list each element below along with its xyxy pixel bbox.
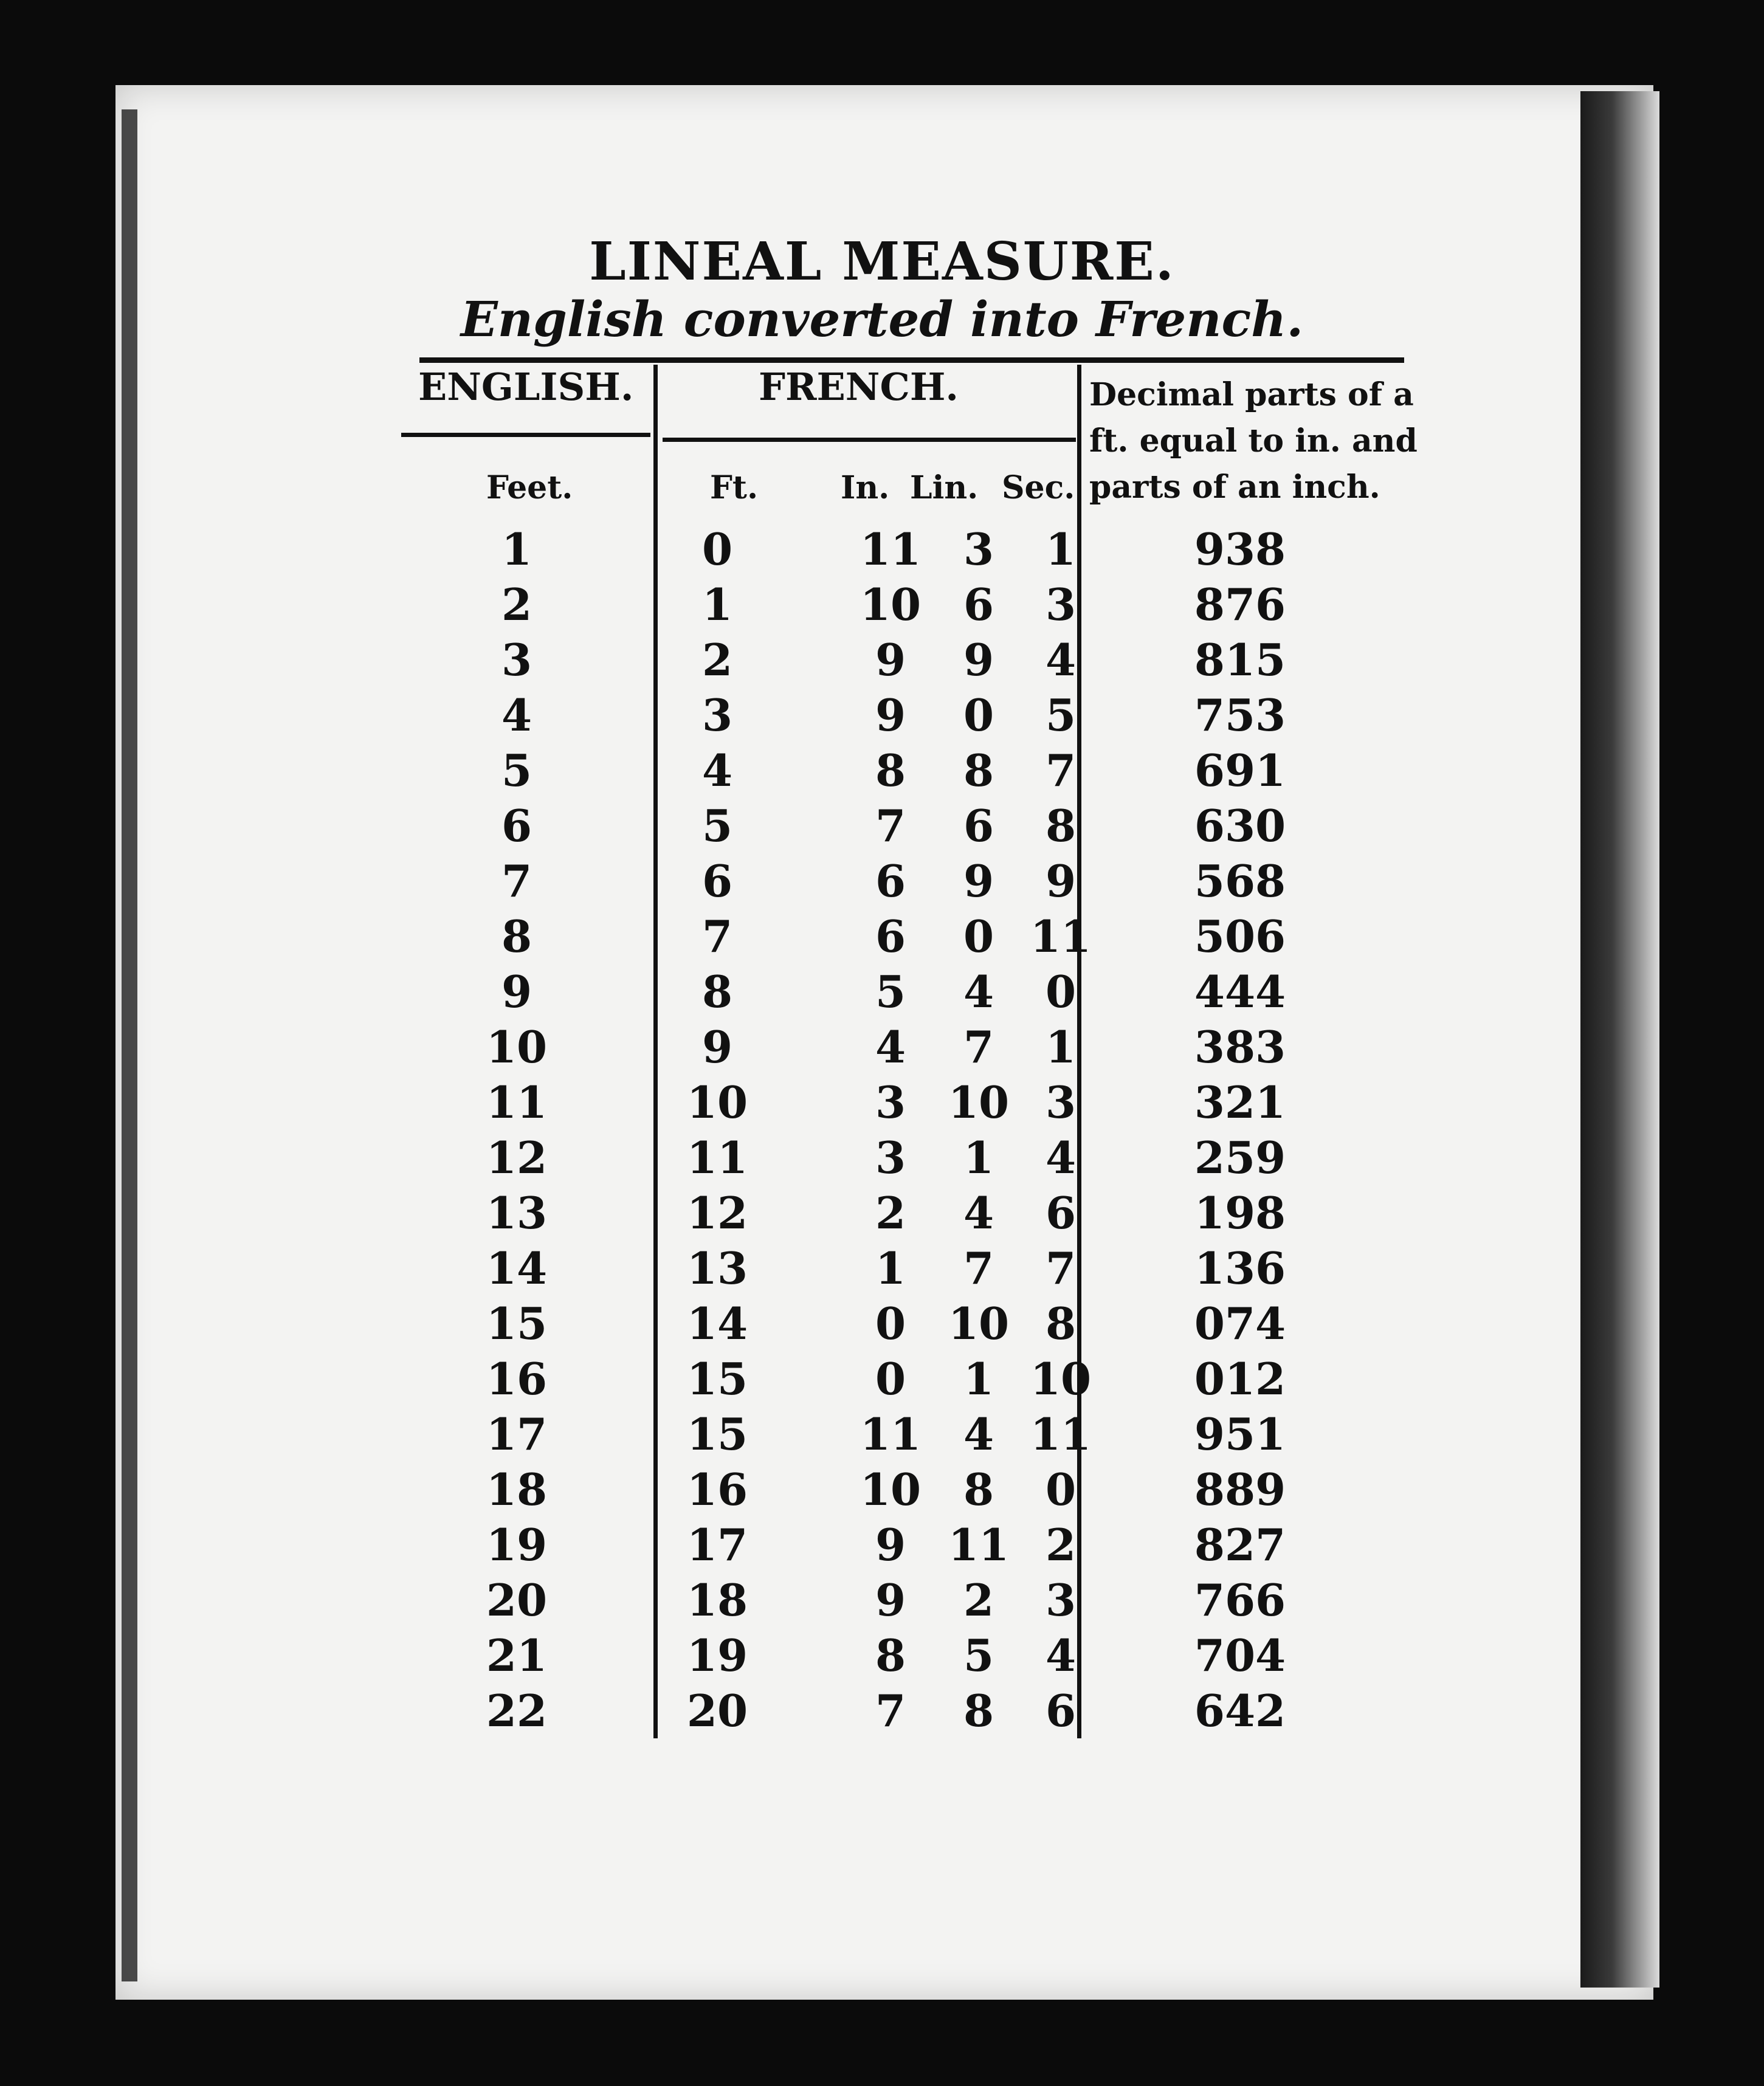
- french-ft-cell: 5: [701, 800, 733, 852]
- french-ft-cell: 15: [686, 1353, 748, 1405]
- french-ft-cell: 2: [701, 634, 733, 686]
- english-feet-cell: 14: [486, 1242, 548, 1294]
- french-group-header: FRENCH.: [759, 365, 959, 409]
- table-row: [0, 1628, 1764, 1683]
- english-group-header: ENGLISH.: [418, 365, 634, 409]
- french-in-cell: 0: [875, 1298, 906, 1349]
- french-sec-cell: 9: [1045, 855, 1077, 907]
- french-ft-cell: 11: [686, 1132, 748, 1183]
- english-feet-cell: 11: [486, 1076, 548, 1128]
- table-row: [0, 1517, 1764, 1572]
- decimal-parts-cell: 827: [1194, 1519, 1286, 1571]
- english-feet-cell: 21: [486, 1630, 548, 1681]
- french-in-cell: 6: [875, 855, 906, 907]
- french-ft-cell: 18: [686, 1574, 748, 1626]
- table-row: [0, 743, 1764, 798]
- french-lin-cell: 7: [963, 1021, 994, 1073]
- french-ft-cell: 12: [686, 1187, 748, 1239]
- table-row: [0, 1351, 1764, 1406]
- french-ft-cell: 20: [686, 1685, 748, 1737]
- table-row: [0, 1462, 1764, 1517]
- french-sec-cell: 3: [1045, 579, 1077, 630]
- table-row: [0, 798, 1764, 853]
- french-sec-cell: 1: [1045, 523, 1077, 575]
- french-sec-cell: 6: [1045, 1187, 1077, 1239]
- french-sec-cell: 0: [1045, 1464, 1077, 1515]
- french-in-cell: 3: [875, 1076, 906, 1128]
- decimal-parts-cell: 766: [1194, 1574, 1286, 1626]
- english-feet-cell: 15: [486, 1298, 548, 1349]
- table-row: [0, 1406, 1764, 1462]
- decimal-header-line: Decimal parts of a: [1089, 376, 1414, 413]
- french-sec-cell: 4: [1045, 1132, 1077, 1183]
- english-feet-cell: 19: [486, 1519, 548, 1571]
- decimal-parts-cell: 889: [1194, 1464, 1286, 1515]
- table-top-rule: [419, 357, 1404, 363]
- decimal-parts-cell: 704: [1194, 1630, 1286, 1681]
- english-feet-cell: 3: [501, 634, 532, 686]
- french-in-cell: 9: [875, 1519, 906, 1571]
- french-lin-cell: 0: [963, 910, 994, 962]
- decimal-parts-cell: 321: [1194, 1076, 1286, 1128]
- french-lin-cell: 6: [963, 579, 994, 630]
- french-ft-cell: 7: [701, 910, 733, 962]
- french-lin-cell: 10: [948, 1298, 1010, 1349]
- decimal-header-line: ft. equal to in. and: [1089, 422, 1418, 460]
- french-lin-cell: 3: [963, 523, 994, 575]
- feet-column-header: Feet.: [486, 469, 573, 506]
- french-lin-cell: 9: [963, 634, 994, 686]
- table-row: [0, 687, 1764, 743]
- french-in-cell: 4: [875, 1021, 906, 1073]
- table-row: [0, 1572, 1764, 1628]
- french-ft-cell: 4: [701, 745, 733, 796]
- french-in-cell: 1: [875, 1242, 906, 1294]
- table-row: [0, 909, 1764, 964]
- french-lin-cell: 6: [963, 800, 994, 852]
- decimal-parts-cell: 259: [1194, 1132, 1286, 1183]
- sec-column-header: Sec.: [1002, 469, 1075, 506]
- english-feet-cell: 18: [486, 1464, 548, 1515]
- english-feet-cell: 4: [501, 689, 532, 741]
- french-sec-cell: 6: [1045, 1685, 1077, 1737]
- french-ft-cell: 15: [686, 1408, 748, 1460]
- table-row: [0, 1241, 1764, 1296]
- decimal-parts-cell: 753: [1194, 689, 1286, 741]
- french-lin-cell: 1: [963, 1132, 994, 1183]
- english-feet-cell: 20: [486, 1574, 548, 1626]
- french-ft-cell: 1: [701, 579, 733, 630]
- french-sec-cell: 11: [1030, 910, 1092, 962]
- table-row: [0, 1019, 1764, 1075]
- french-ft-cell: 17: [686, 1519, 748, 1571]
- french-lin-cell: 8: [963, 1685, 994, 1737]
- french-lin-cell: 0: [963, 689, 994, 741]
- decimal-column-header: [1089, 372, 1430, 511]
- french-sec-cell: 0: [1045, 966, 1077, 1017]
- french-ft-cell: 14: [686, 1298, 748, 1349]
- table-row: [0, 1130, 1764, 1185]
- decimal-parts-cell: 951: [1194, 1408, 1286, 1460]
- english-feet-cell: 12: [486, 1132, 548, 1183]
- french-sec-cell: 3: [1045, 1574, 1077, 1626]
- decimal-parts-cell: 876: [1194, 579, 1286, 630]
- decimal-parts-cell: 383: [1194, 1021, 1286, 1073]
- page-subtitle: English converted into French.: [460, 291, 1304, 348]
- french-ft-cell: 8: [701, 966, 733, 1017]
- decimal-parts-cell: 815: [1194, 634, 1286, 686]
- french-lin-cell: 9: [963, 855, 994, 907]
- table-row: [0, 632, 1764, 687]
- english-feet-cell: 6: [501, 800, 532, 852]
- table-row: [0, 1296, 1764, 1351]
- french-sec-cell: 7: [1045, 1242, 1077, 1294]
- decimal-parts-cell: 642: [1194, 1685, 1286, 1737]
- french-lin-cell: 4: [963, 1187, 994, 1239]
- english-feet-cell: 7: [501, 855, 532, 907]
- table-row: [0, 1185, 1764, 1241]
- french-lin-cell: 11: [948, 1519, 1010, 1571]
- french-sec-cell: 3: [1045, 1076, 1077, 1128]
- decimal-parts-cell: 630: [1194, 800, 1286, 852]
- french-lin-cell: 5: [963, 1630, 994, 1681]
- french-sec-cell: 8: [1045, 800, 1077, 852]
- french-in-cell: 6: [875, 910, 906, 962]
- french-lin-cell: 7: [963, 1242, 994, 1294]
- french-ft-cell: 10: [686, 1076, 748, 1128]
- lin-column-header: Lin.: [910, 469, 979, 506]
- french-lin-cell: 2: [963, 1574, 994, 1626]
- french-in-cell: 11: [860, 1408, 922, 1460]
- english-feet-cell: 2: [501, 579, 532, 630]
- french-in-cell: 11: [860, 523, 922, 575]
- french-in-cell: 0: [875, 1353, 906, 1405]
- english-feet-cell: 16: [486, 1353, 548, 1405]
- french-in-cell: 7: [875, 1685, 906, 1737]
- in-column-header: In.: [841, 469, 890, 506]
- decimal-header-line: parts of an inch.: [1089, 469, 1380, 506]
- french-lin-cell: 8: [963, 745, 994, 796]
- decimal-parts-cell: 074: [1194, 1298, 1286, 1349]
- decimal-parts-cell: 691: [1194, 745, 1286, 796]
- french-in-cell: 8: [875, 745, 906, 796]
- french-sec-cell: 10: [1030, 1353, 1092, 1405]
- french-in-cell: 10: [860, 1464, 922, 1515]
- french-in-cell: 10: [860, 579, 922, 630]
- table-row: [0, 577, 1764, 632]
- french-header-rule: [663, 438, 1076, 442]
- english-feet-cell: 8: [501, 910, 532, 962]
- french-ft-cell: 9: [701, 1021, 733, 1073]
- decimal-parts-cell: 198: [1194, 1187, 1286, 1239]
- decimal-parts-cell: 136: [1194, 1242, 1286, 1294]
- french-in-cell: 9: [875, 689, 906, 741]
- french-lin-cell: 4: [963, 1408, 994, 1460]
- english-feet-cell: 9: [501, 966, 532, 1017]
- english-feet-cell: 10: [486, 1021, 548, 1073]
- french-sec-cell: 11: [1030, 1408, 1092, 1460]
- french-lin-cell: 10: [948, 1076, 1010, 1128]
- french-in-cell: 9: [875, 1574, 906, 1626]
- decimal-parts-cell: 938: [1194, 523, 1286, 575]
- french-sec-cell: 2: [1045, 1519, 1077, 1571]
- french-lin-cell: 4: [963, 966, 994, 1017]
- french-ft-cell: 0: [701, 523, 733, 575]
- french-ft-cell: 16: [686, 1464, 748, 1515]
- french-in-cell: 5: [875, 966, 906, 1017]
- french-ft-cell: 6: [701, 855, 733, 907]
- decimal-parts-cell: 568: [1194, 855, 1286, 907]
- decimal-parts-cell: 506: [1194, 910, 1286, 962]
- french-in-cell: 8: [875, 1630, 906, 1681]
- french-sec-cell: 5: [1045, 689, 1077, 741]
- ft-column-header: Ft.: [710, 469, 759, 506]
- conversion-table-body: [0, 522, 1764, 1738]
- french-sec-cell: 4: [1045, 634, 1077, 686]
- french-ft-cell: 13: [686, 1242, 748, 1294]
- table-row: [0, 522, 1764, 577]
- table-row: [0, 1075, 1764, 1130]
- english-feet-cell: 17: [486, 1408, 548, 1460]
- english-feet-cell: 1: [501, 523, 532, 575]
- english-feet-cell: 13: [486, 1187, 548, 1239]
- french-sec-cell: 4: [1045, 1630, 1077, 1681]
- french-sec-cell: 7: [1045, 745, 1077, 796]
- table-row: [0, 964, 1764, 1019]
- english-feet-cell: 22: [486, 1685, 548, 1737]
- english-header-rule: [401, 433, 650, 437]
- french-ft-cell: 19: [686, 1630, 748, 1681]
- english-feet-cell: 5: [501, 745, 532, 796]
- table-row: [0, 1683, 1764, 1738]
- page-title: LINEAL MEASURE.: [589, 231, 1175, 292]
- table-row: [0, 853, 1764, 909]
- decimal-parts-cell: 444: [1194, 966, 1286, 1017]
- french-lin-cell: 1: [963, 1353, 994, 1405]
- french-sec-cell: 1: [1045, 1021, 1077, 1073]
- french-ft-cell: 3: [701, 689, 733, 741]
- french-in-cell: 7: [875, 800, 906, 852]
- french-sec-cell: 8: [1045, 1298, 1077, 1349]
- french-in-cell: 9: [875, 634, 906, 686]
- french-in-cell: 3: [875, 1132, 906, 1183]
- decimal-parts-cell: 012: [1194, 1353, 1286, 1405]
- french-in-cell: 2: [875, 1187, 906, 1239]
- french-lin-cell: 8: [963, 1464, 994, 1515]
